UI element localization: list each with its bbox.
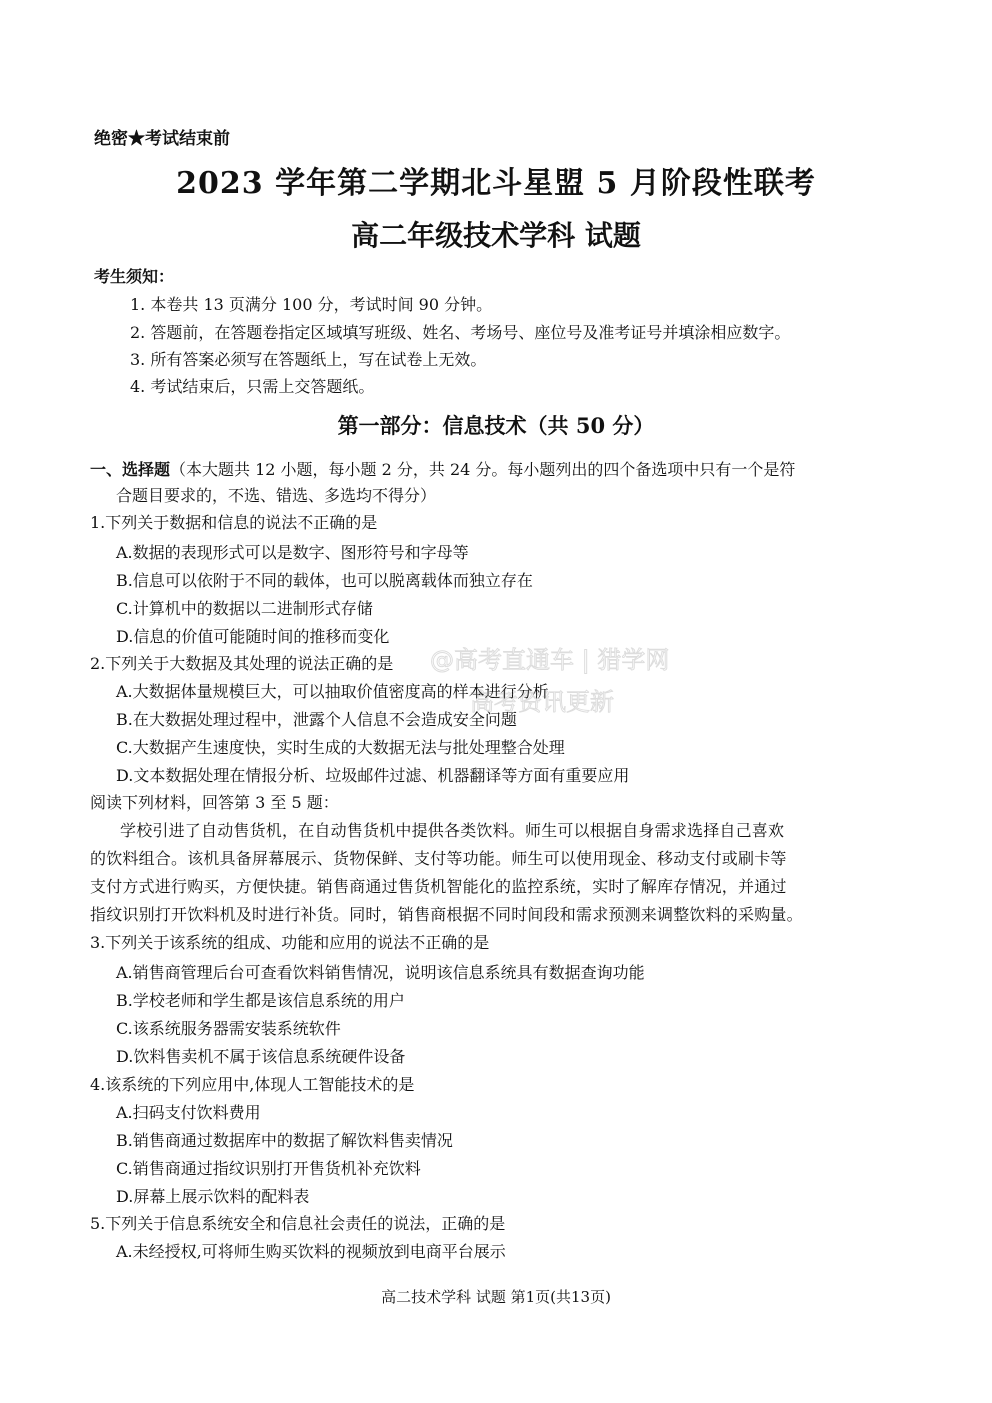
option: B.学校老师和学生都是该信息系统的用户 (116, 991, 405, 1010)
section-title: 第一部分：信息技术（共 50 分） (337, 413, 655, 438)
option: A.扫码支付饮料费用 (116, 1103, 261, 1122)
reading-intro: 阅读下列材料，回答第 3 至 5 题： (90, 793, 339, 812)
option: D.饮料售卖机不属于该信息系统硬件设备 (116, 1047, 406, 1066)
part-heading (90, 457, 795, 480)
question-stem: 4.该系统的下列应用中,体现人工智能技术的是 (90, 1075, 415, 1094)
watermark-line2: 高考资讯更新 (470, 688, 614, 716)
option: A.未经授权,可将师生购买饮料的视频放到电商平台展示 (116, 1242, 506, 1261)
option: B.在大数据处理过程中，泄露个人信息不会造成安全问题 (116, 710, 517, 729)
part-description-cont: 合题目要求的，不选、错选、多选均不得分） (116, 486, 437, 505)
exam-title: 2023 学年第二学期北斗星盟 5 月阶段性联考 (176, 166, 816, 201)
question-stem: 3.下列关于该系统的组成、功能和应用的说法不正确的是 (90, 933, 490, 952)
option: A.大数据体量规模巨大，可以抽取价值密度高的样本进行分析 (116, 682, 549, 701)
reading-line: 指纹识别打开饮料机及时进行补货。同时，销售商根据不同时间段和需求预测来调整饮料的采购量。 (90, 905, 803, 924)
option: C.销售商通过指纹识别打开售货机补充饮料 (116, 1159, 421, 1178)
option: A.数据的表现形式可以是数字、图形符号和字母等 (116, 543, 469, 562)
notice-item: 1. 本卷共 13 页满分 100 分，考试时间 90 分钟。 (130, 295, 493, 314)
option: D.文本数据处理在情报分析、垃圾邮件过滤、机器翻译等方面有重要应用 (116, 766, 630, 785)
option: B.销售商通过数据库中的数据了解饮料售卖情况 (116, 1131, 453, 1150)
option: C.该系统服务器需安装系统软件 (116, 1019, 341, 1038)
option: D.信息的价值可能随时间的推移而变化 (116, 627, 390, 646)
notice-heading: 考生须知： (94, 267, 175, 286)
exam-subtitle: 高二年级技术学科 试题 (351, 219, 641, 252)
part-label: 一、选择题 (90, 460, 171, 479)
option: C.大数据产生速度快，实时生成的大数据无法与批处理整合处理 (116, 738, 565, 757)
page-footer: 高二技术学科 试题 第1页(共13页) (381, 1288, 611, 1306)
confidential-label: 绝密★考试结束前 (94, 129, 230, 149)
watermark (430, 630, 760, 740)
option: B.信息可以依附于不同的载体，也可以脱离载体而独立存在 (116, 571, 533, 590)
watermark-line1: @高考直通车 | 猎学网 (430, 646, 670, 674)
notice-item: 4. 考试结束后，只需上交答题纸。 (130, 377, 375, 396)
notice-item: 2. 答题前，在答题卷指定区域填写班级、姓名、考场号、座位号及准考证号并填涂相应数字。 (130, 323, 791, 342)
notice-item: 3. 所有答案必须写在答题纸上，写在试卷上无效。 (130, 350, 487, 369)
reading-line: 支付方式进行购买，方便快捷。销售商通过售货机智能化的监控系统，实时了解库存情况，并通过 (90, 877, 787, 896)
question-stem: 5.下列关于信息系统安全和信息社会责任的说法，正确的是 (90, 1214, 506, 1233)
option: C.计算机中的数据以二进制形式存储 (116, 599, 373, 618)
reading-line: 的饮料组合。该机具备屏幕展示、货物保鲜、支付等功能。师生可以使用现金、移动支付或刷卡等 (90, 849, 787, 868)
part-description: （本大题共 12 小题，每小题 2 分，共 24 分。每小题列出的四个备选项中只有一个是符 (170, 460, 796, 479)
reading-line: 学校引进了自动售货机，在自动售货机中提供各类饮料。师生可以根据自身需求选择自己喜欢 (120, 821, 785, 840)
question-stem: 1.下列关于数据和信息的说法不正确的是 (90, 513, 378, 532)
option: A.销售商管理后台可查看饮料销售情况，说明该信息系统具有数据查询功能 (116, 963, 645, 982)
option: D.屏幕上展示饮料的配料表 (116, 1187, 310, 1206)
question-stem: 2.下列关于大数据及其处理的说法正确的是 (90, 654, 394, 673)
